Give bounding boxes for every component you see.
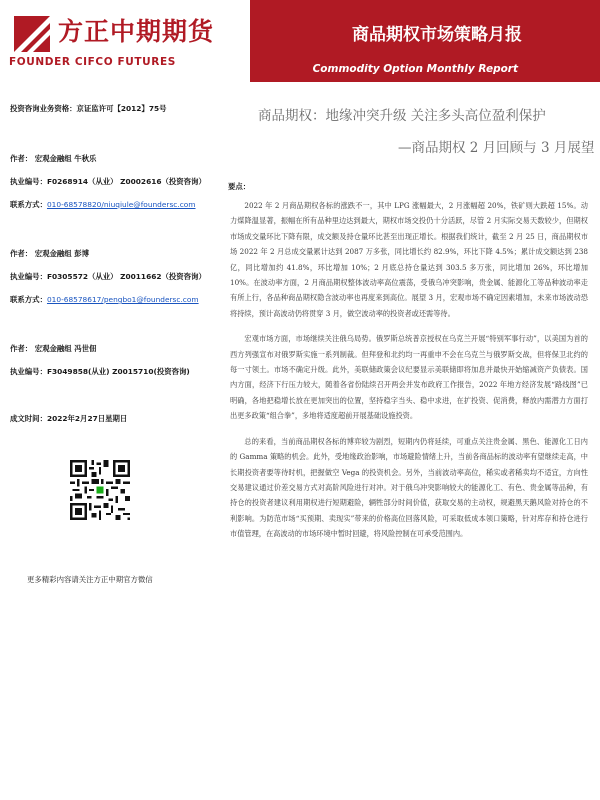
author-contact-link[interactable]: 010-68578820/niuqiule@foundersc.com — [46, 200, 196, 209]
logo-english-name: FOUNDER CIFCO FUTURES — [9, 56, 176, 68]
logo-chinese-name: 方正中期期货 — [58, 17, 215, 46]
author-line: 作者： 宏观金融组 牛秋乐 — [10, 154, 97, 163]
body-paragraph: 宏观市场方面，市场继续关注俄乌局势。俄罗斯总统普京授权在乌克兰开展“特别军事行动”，以美国为首的西方列强宣布对俄罗斯实施一系列制裁。但拜登和北约均一再重申不会在乌克兰与俄罗斯交战，但将保卫北约的每一寸领土。市场不确定升级。此外，美联储政策会议纪要显示美联储即将加息并最快开始缩减资产负债表。国内方面，经济下行压力较大，随着各省份陆续召开两会并发布政府工作报告，2022 年地方经济发展“路线图”已明确，各地把稳增长放在更加突出的位置，坚持稳字当头、稳中求进，在扩投资、促消费，释放内需潜力方面打出更多政策“组合拳”，多地将适度超前开展基础设施投资。 — [230, 334, 588, 421]
report-header — [0, 0, 600, 82]
body-paragraph: 2022 年 2 月商品期权各标的涨跌不一，其中 LPG 涨幅最大，2 月涨幅超 20%，铁矿则大跌超 15%。动力煤降温显著，振幅在所有品种里边达到最大，期权市场交投仍十分活跃，尽管 2 月实际交易天数较少，但期权市场成交量环比下降有限，成交额及持仓量环比甚至出现正增长。根据我们统计，截至 2 月 25 日，商品期权市场 2022 年 2 月总成交量累计达到 2087 万多张，同比增长约 82.9%，环比下降 4.5%；累计成交额达到 238 亿，同比增加约 41.8%，环比增加 10%；2 月底总持仓量达到 303.5 多万张，同比增加 26%，环比增加 10%。在波动率方面，2 月商品期权整体波动率高位震荡，受俄乌冲突影响，贵金属、能源化工等品种波动率走有所上行，各品种商品期权隐含波动率也再度来到高位。展望 3 月，宏观市场不确定因素增加，未来市场波动恐将持续，预计高波动仍将贯穿 3 月，做空波动率的投资者或还需等待。 — [230, 201, 588, 318]
body-paragraph: 总的来看，当前商品期权各标的博弈较为剧烈，短期内仍将延续，可重点关注贵金属、黑色、能源化工日内的 Gamma 策略的机会。此外，受地缘政治影响，市场避险情绪上升，当前各商品标的波动率有望继续走高，中长期投资者要等待时机，把握做空 Vega 的投资机会。另外，当前波动率高位，稀实或者稀卖均不适宜，方向性交易建议通过价差交易方式对高阶风险进行对冲。对于俄乌冲突影响较大的能源化工、有色、贵金属等品种，有持仓的投资者建议利用期权进行短期避险，辆牲部分时间价值，获取交易的主动权，规避黑天鹅风险对持仓的不利影响。为防范市场“买预期、卖现实”带来的价格高位回落风险，可采取低成本领口策略，针对库存和持仓进行市值管理，在高波动的市场环境中暂时回避，将风险控制在可承受范围内。 — [230, 436, 588, 539]
author-line: 作者： 宏观金融组 彭博 — [10, 249, 90, 258]
key-points-label: 要点： — [228, 182, 251, 191]
author-contact-line — [10, 295, 199, 304]
report-title: 商品期权：地缘冲突升级 关注多头高位盈利保护 — [258, 108, 546, 124]
author-line: 作者： 宏观金融组 冯世佃 — [10, 344, 97, 353]
author-id-line: 执业编号：F0305572（从业） Z0011662（投资咨询） — [10, 272, 206, 281]
report-banner — [250, 0, 600, 82]
contact-label: 联系方式： — [10, 200, 47, 209]
report-type-english: Commodity Option Monthly Report — [312, 63, 518, 75]
report-type-title: 商品期权市场策略月报 — [352, 25, 522, 45]
author-contact-line — [10, 200, 196, 209]
license-line: 投资咨询业务资格：京证监许可【2012】75号 — [10, 104, 167, 113]
author-id-line: 执业编号：F3049858(从业) Z0015710(投资咨询) — [10, 367, 190, 376]
author-contact-link[interactable]: 010-68578617/pengbo1@foundersc.com — [46, 295, 199, 304]
wechat-qr-code-icon[interactable] — [70, 460, 130, 520]
report-date: 成文时间：2022年2月27日星期日 — [10, 414, 128, 423]
report-body — [230, 198, 588, 552]
report-subtitle: —商品期权 2 月回顾与 3 月展望 — [398, 140, 595, 156]
qr-caption: 更多精彩内容请关注方正中期官方微信 — [27, 575, 153, 584]
founder-logo-icon — [12, 14, 52, 54]
author-id-line: 执业编号：F0268914（从业） Z0002616（投资咨询） — [10, 177, 206, 186]
logo — [0, 0, 250, 82]
contact-label: 联系方式： — [10, 295, 47, 304]
